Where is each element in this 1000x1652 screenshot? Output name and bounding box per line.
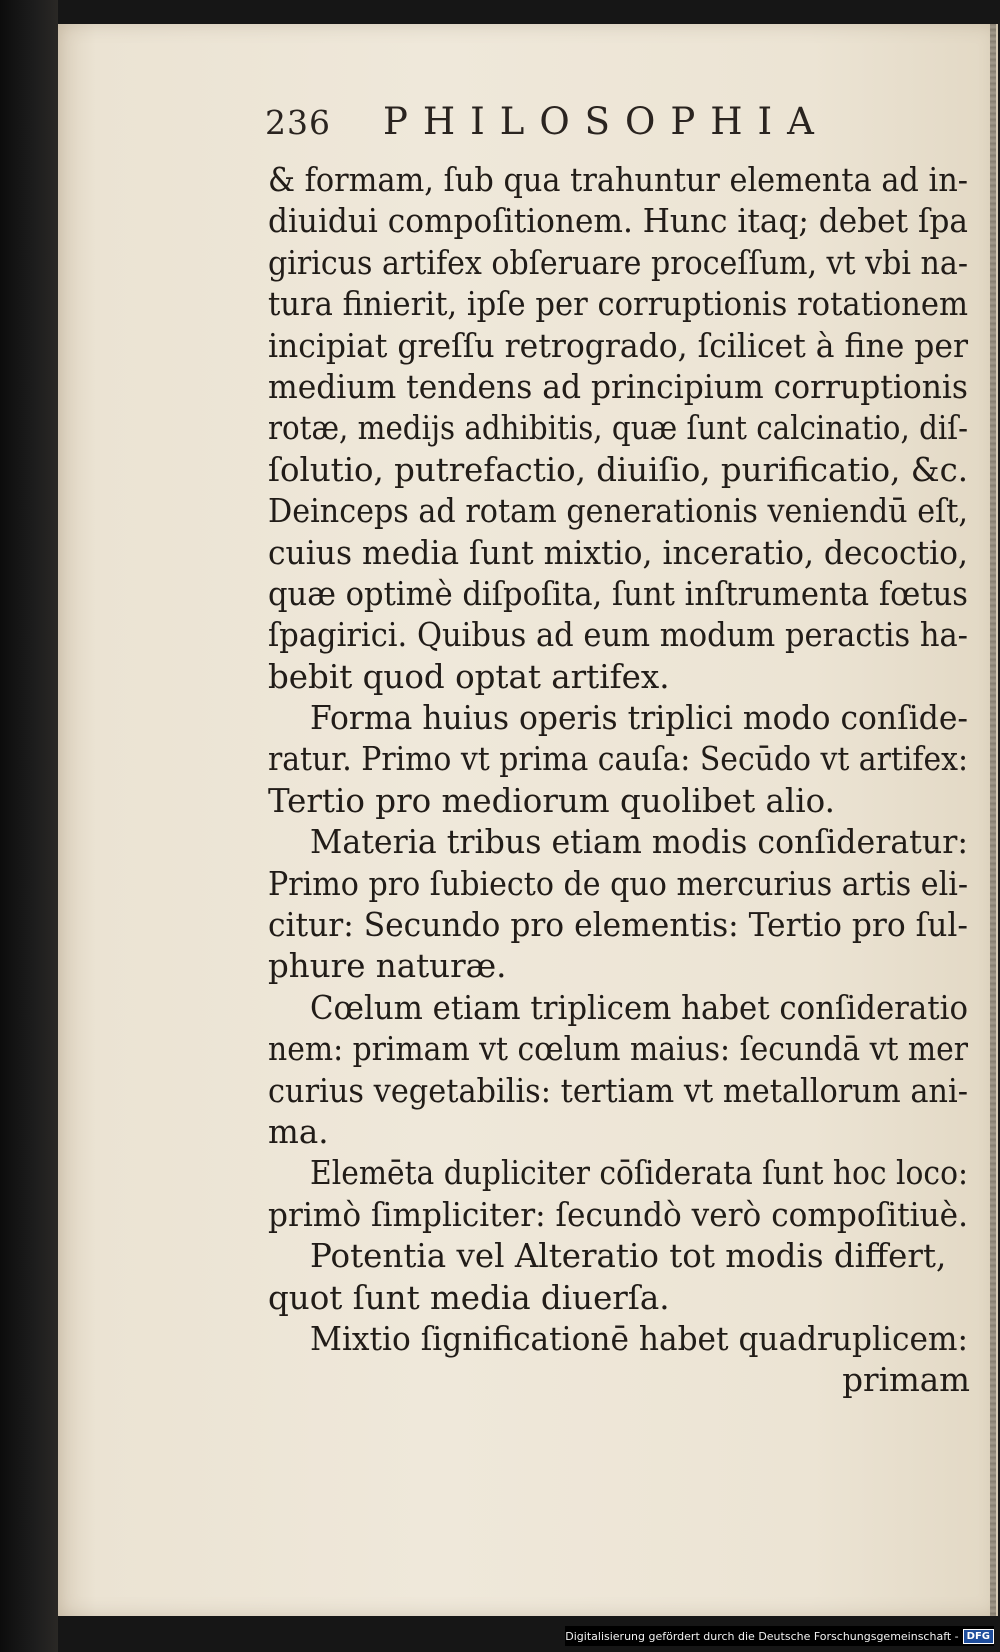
text-line: medium tendens ad principium corruptionis: [268, 367, 968, 406]
text-line: citur: Secundo pro elementis: Tertio pro ſul-: [268, 906, 968, 945]
text-line: giricus artifex obſeruare proceſſum, vt vbi na-: [268, 243, 968, 282]
page-number: 236: [265, 103, 331, 142]
text-line: nem: primam vt cœlum maius: ſecundā vt mer: [268, 1030, 968, 1069]
text-line: Potentia vel Alteratio tot modis differt,: [310, 1237, 947, 1276]
text-line: primò ſimpliciter: ſecundò verò compoſitiuè.: [268, 1195, 968, 1234]
text-line: Primo pro ſubiecto de quo mercurius artis eli-: [268, 864, 968, 903]
text-line: bebit quod optat artifex.: [268, 657, 670, 696]
text-line: Forma huius operis triplici modo conſide-: [310, 699, 968, 738]
text-line: tura finierit, ipſe per corruptionis rotationem: [268, 285, 968, 324]
text-line: Tertio pro mediorum quolibet alio.: [268, 781, 835, 820]
digitization-credit: [565, 1626, 994, 1646]
text-line: phure naturæ.: [268, 947, 507, 986]
binding-edge: [0, 0, 58, 1652]
text-line: & formam, ſub qua trahuntur elementa ad in-: [268, 161, 968, 199]
text-line: rotæ, medijs adhibitis, quæ ſunt calcinatio, diſ-: [268, 409, 968, 448]
text-line: quot ſunt media diuerſa.: [268, 1278, 670, 1317]
text-line: ma.: [268, 1112, 329, 1151]
body-text: [268, 160, 976, 1402]
text-line: cuius media ſunt mixtio, inceratio, decoctio,: [268, 533, 968, 572]
credit-text: Digitalisierung gefördert durch die Deutsche Forschungsgemeinschaft -: [565, 1629, 959, 1643]
text-line: ratur. Primo vt prima cauſa: Secūdo vt artifex:: [268, 740, 968, 779]
catchword: primam: [842, 1361, 970, 1400]
text-line: Elemēta dupliciter cōſiderata ſunt hoc loco:: [310, 1154, 968, 1193]
text-line: diuidui compoſitionem. Hunc itaq; debet ſpa: [268, 202, 968, 241]
dfg-logo: DFG: [963, 1629, 994, 1644]
text-line: Deinceps ad rotam generationis veniendū eſt,: [268, 492, 968, 531]
text-line: Materia tribus etiam modis conſideratur:: [310, 823, 968, 862]
text-line: Mixtio ſignificationē habet quadruplicem:: [310, 1319, 968, 1358]
running-head: [265, 100, 885, 160]
text-line: curius vegetabilis: tertiam vt metallorum ani-: [268, 1071, 968, 1110]
text-line: ſolutio, putrefactio, diuiſio, purificatio, &c.: [268, 450, 968, 489]
text-line: ſpagirici. Quibus ad eum modum peractis ha-: [268, 616, 968, 655]
text-line: incipiat greſſu retrogrado, ſcilicet à fine per: [268, 326, 968, 365]
page-stack-edge: [990, 24, 996, 1616]
running-title: PHILOSOPHIA: [383, 100, 829, 143]
text-line: quæ optimè diſpoſita, ſunt inſtrumenta fœtus: [268, 574, 968, 613]
text-line: Cœlum etiam triplicem habet conſideratio: [310, 988, 968, 1027]
